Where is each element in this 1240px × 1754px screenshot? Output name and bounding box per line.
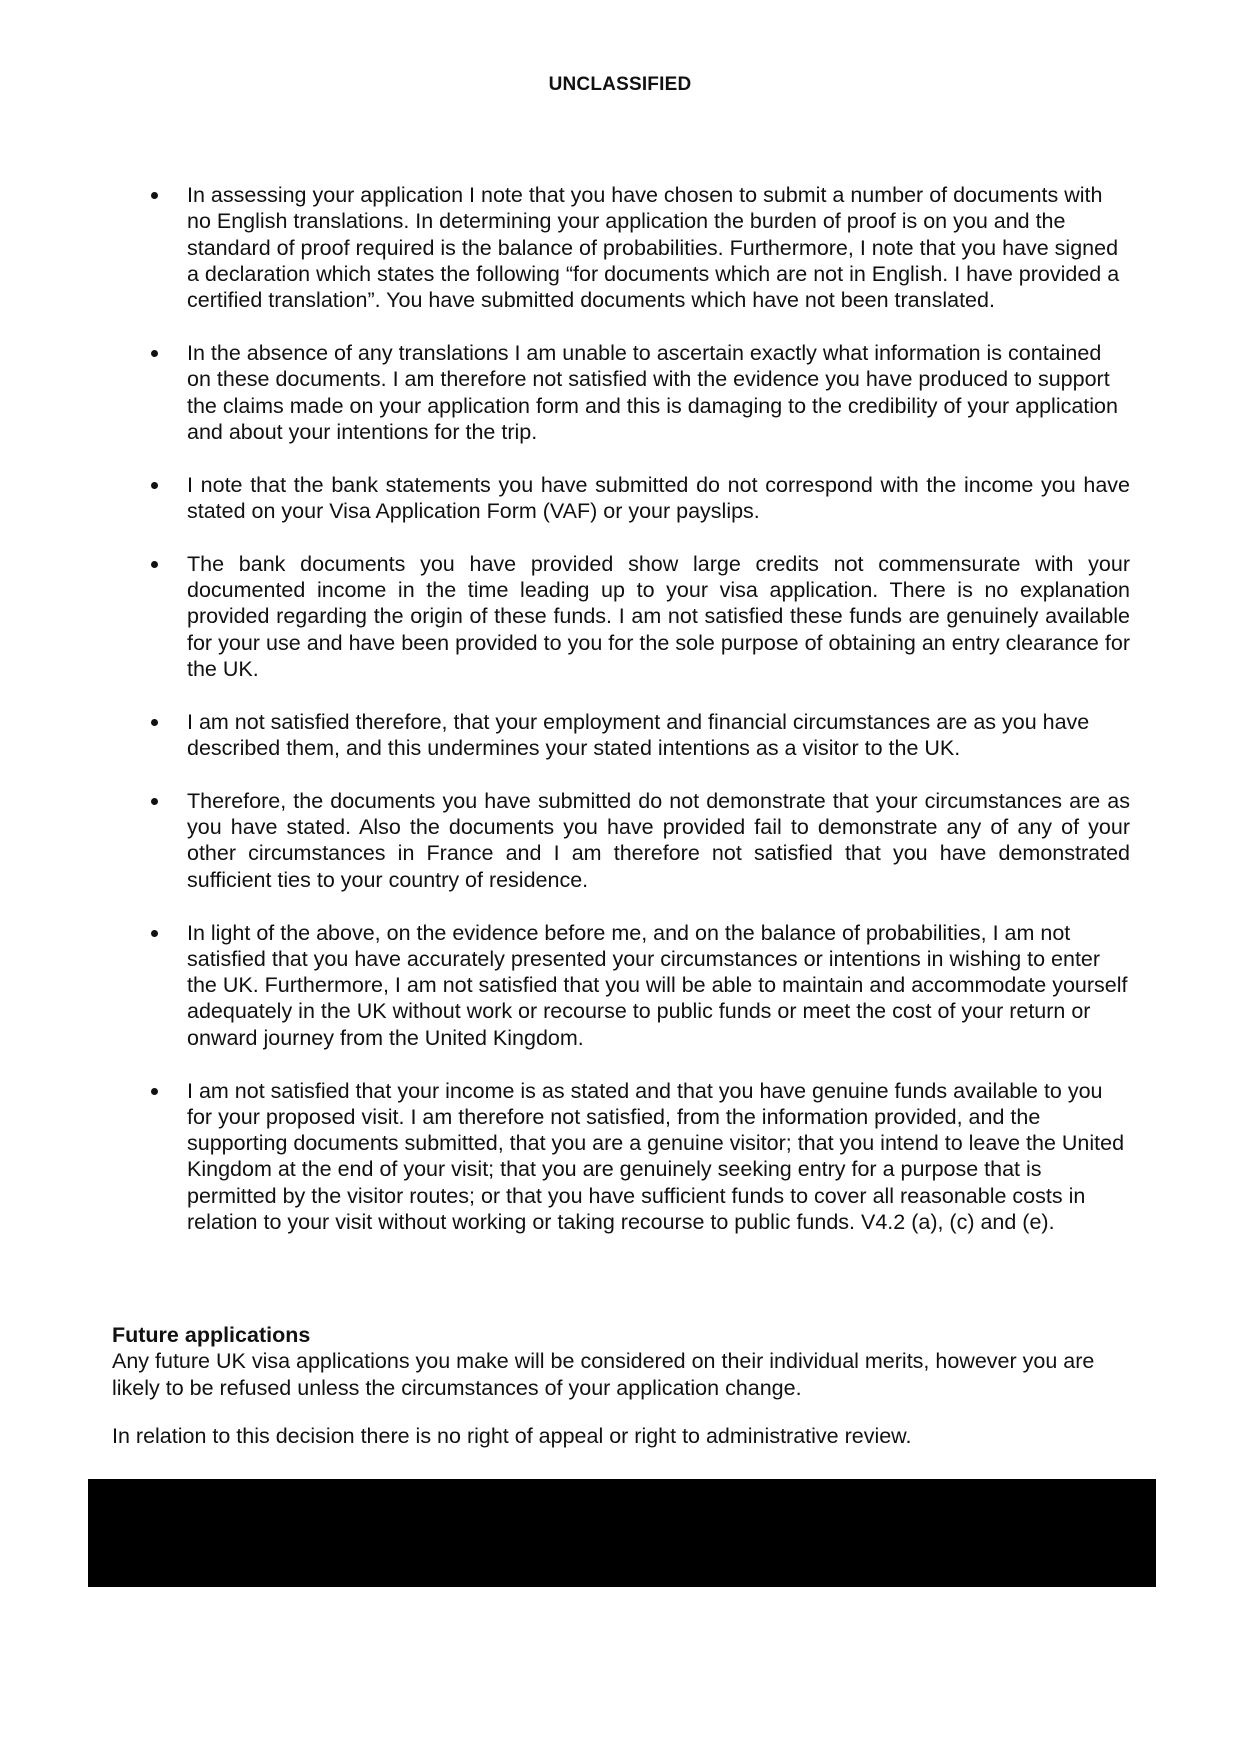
bullet-icon — [151, 798, 158, 805]
list-item — [148, 551, 1130, 682]
reasons-list — [148, 182, 1130, 1262]
bullet-text: Therefore, the documents you have submitted do not demonstrate that your circumstances are as you have stated. Also the documents you have provided fail to demonstrate any of any of your other circumstances in France and I am therefore not satisfied that you have demonstrated sufficient ties to your country of residence. — [187, 788, 1130, 892]
section-text: Any future UK visa applications you make will be considered on their individual merits, however you are likely to be refused unless the circumstances of your application change. — [112, 1349, 1095, 1400]
list-item — [148, 472, 1130, 525]
bullet-icon — [151, 930, 158, 937]
bullet-text: I note that the bank statements you have submitted do not correspond with the income you have stated on your Visa Application Form (VAF) or your payslips. — [187, 472, 1130, 523]
bullet-icon — [151, 719, 158, 726]
bullet-text: The bank documents you have provided show large credits not commensurate with your documented income in the time leading up to your visa application. There is no explanation provided regarding the origin of these funds. I am not satisfied these funds are genuinely available for your use and have been provided to you for the sole purpose of obtaining an entry clearance for the UK. — [187, 551, 1130, 681]
list-item — [148, 340, 1130, 445]
list-item — [148, 182, 1130, 313]
bullet-icon — [151, 482, 158, 489]
future-applications-section — [112, 1322, 1130, 1401]
redaction-block — [88, 1479, 1156, 1587]
bullet-text: In assessing your application I note that you have chosen to submit a number of documents with no English translations. In determining your application the burden of proof is on you and the standard of proof required is the balance of probabilities. Furthermore, I note that you have signed a declaration which states the following “for documents which are not in English. I have provided a certified translation”. You have submitted documents which have not been translated. — [187, 183, 1120, 313]
section-heading: Future applications — [112, 1323, 311, 1347]
bullet-text: In light of the above, on the evidence before me, and on the balance of probabilities, I am not satisfied that you have accurately presented your circumstances or intentions in wishing to enter the UK. Furthermore, I am not satisfied that you will be able to maintain and accommodate yourself adequately in the UK without work or recourse to public funds or meet the cost of your return or onward journey from the United Kingdom. — [187, 920, 1128, 1050]
bullet-icon — [151, 350, 158, 357]
bullet-text: I am not satisfied that your income is as stated and that you have genuine funds available to you for your proposed visit. I am therefore not satisfied, from the information provided, and the supporting documents submitted, that you are a genuine visitor; that you intend to leave the United Kingdom at the end of your visit; that you are genuinely seeking entry for a purpose that is permitted by the visitor routes; or that you have sufficient funds to cover all reasonable costs in relation to your visit without working or taking recourse to public funds. V4.2 (a), (c) and (e). — [187, 1078, 1125, 1234]
bullet-icon — [151, 561, 158, 568]
list-item — [148, 788, 1130, 893]
classification-header: UNCLASSIFIED — [548, 74, 692, 95]
list-item — [148, 709, 1130, 762]
bullet-text: In the absence of any translations I am unable to ascertain exactly what information is contained on these documents. I am therefore not satisfied with the evidence you have produced to support the claims made on your application form and this is damaging to the credibility of your application and about your intentions for the trip. — [187, 340, 1118, 444]
bullet-icon — [151, 1088, 158, 1095]
bullet-icon — [151, 192, 158, 199]
list-item — [148, 1078, 1130, 1236]
closing-statement: In relation to this decision there is no right of appeal or right to administrative review. — [112, 1424, 912, 1448]
list-item — [148, 920, 1130, 1051]
bullet-text: I am not satisfied therefore, that your employment and financial circumstances are as you have described them, and this undermines your stated intentions as a visitor to the UK. — [187, 709, 1090, 761]
